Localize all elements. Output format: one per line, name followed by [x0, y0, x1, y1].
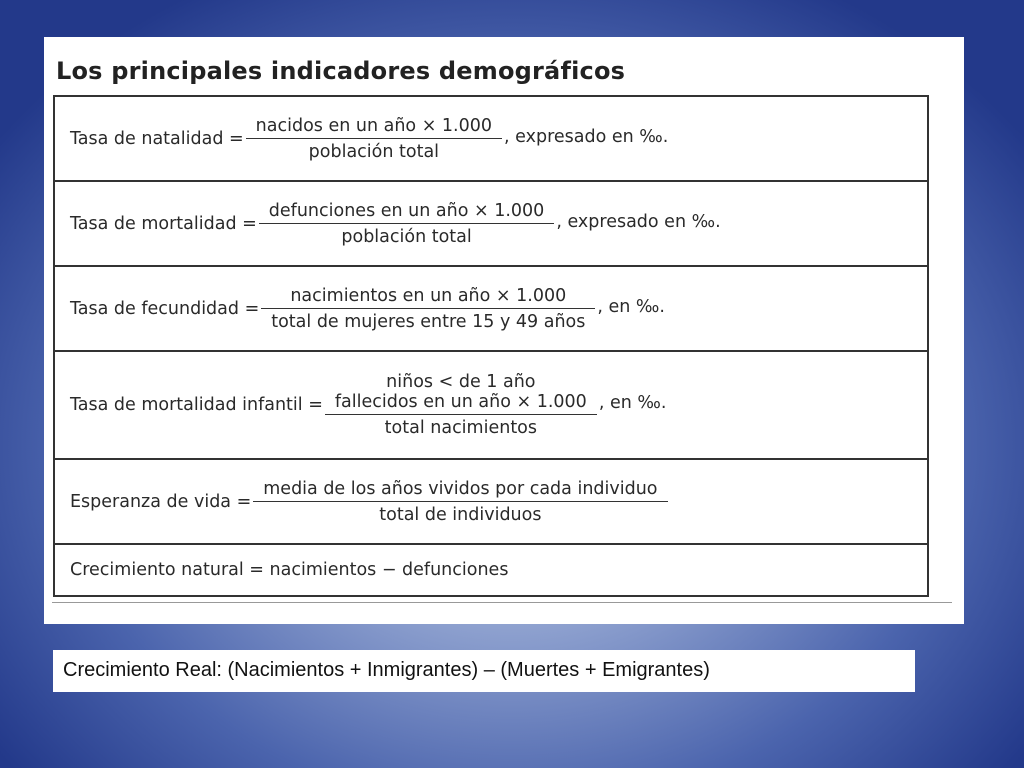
fraction-denominator: total de mujeres entre 15 y 49 años: [271, 311, 586, 332]
formula-fraction: [325, 372, 597, 438]
row-label: Tasa de mortalidad =: [70, 213, 257, 234]
fraction-denominator: total nacimientos: [384, 418, 538, 438]
fraction-denominator: población total: [308, 141, 440, 162]
scan-edge-line: [52, 602, 952, 603]
document-title: Los principales indicadores demográficos: [56, 57, 626, 85]
row-tasa-natalidad: [55, 97, 927, 182]
row-suffix: , expresado en ‰.: [556, 211, 721, 232]
row-suffix: , expresado en ‰.: [504, 126, 669, 147]
fraction-numerator: nacidos en un año × 1.000: [255, 115, 493, 136]
formula-fraction: [261, 286, 595, 332]
row-label: Tasa de natalidad =: [70, 128, 244, 149]
fraction-denominator: población total: [341, 226, 472, 247]
row-tasa-mortalidad: [55, 182, 927, 267]
indicators-table: [53, 95, 929, 597]
fraction-numerator: defunciones en un año × 1.000: [268, 200, 545, 221]
fraction-denominator: total de individuos: [379, 504, 542, 525]
row-label: Tasa de mortalidad infantil =: [70, 395, 323, 415]
fraction-numerator: media de los años vividos por cada individuo: [263, 478, 658, 499]
scanned-table-image: [44, 37, 964, 624]
formula-fraction: [246, 116, 502, 162]
row-suffix: , en ‰.: [598, 393, 667, 413]
fraction-numerator: niños < de 1 año fallecidos en un año × 1.000: [334, 372, 587, 412]
formula-fraction: [259, 201, 555, 247]
row-crecimiento-natural: [55, 545, 927, 597]
row-suffix: , en ‰.: [597, 296, 665, 317]
fraction-numerator: nacimientos en un año × 1.000: [290, 285, 567, 306]
row-label: Esperanza de vida =: [70, 491, 252, 512]
row-tasa-mortalidad-infantil: [55, 352, 927, 460]
row-tasa-fecundidad: [55, 267, 927, 352]
caption-text: Crecimiento Real: (Nacimientos + Inmigrantes) – (Muertes + Emigrantes): [63, 659, 710, 681]
row-esperanza-de-vida: [55, 460, 927, 545]
caption-box: [53, 650, 915, 692]
formula-fraction: [253, 479, 667, 525]
row-formula-text: Crecimiento natural = nacimientos − defunciones: [70, 560, 509, 580]
row-label: Tasa de fecundidad =: [70, 298, 260, 319]
